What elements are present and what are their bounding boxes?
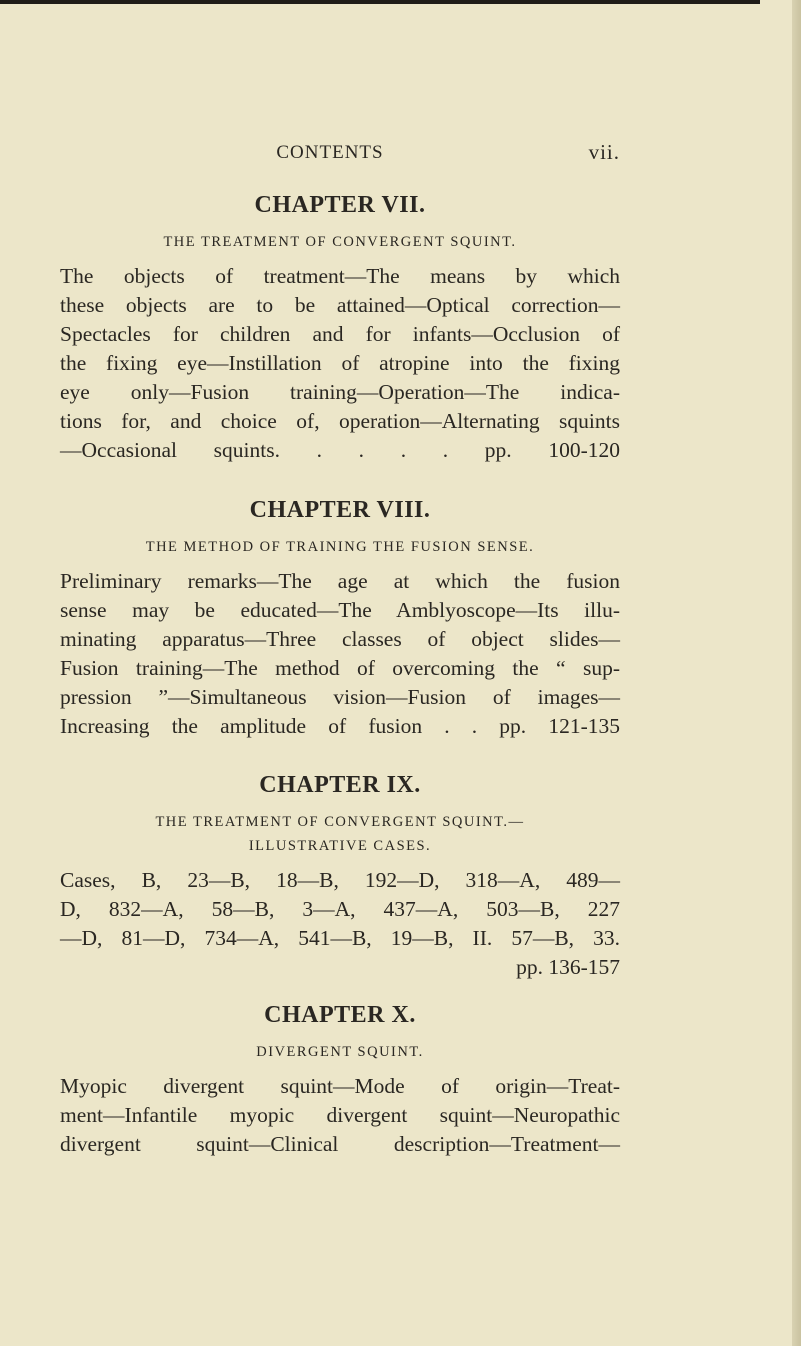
summary-line: pression ”—Simultaneous vision—Fusion of images— [60,685,620,709]
summary-line: sense may be educated—The Amblyoscope—Its illu- [60,598,620,622]
chapter-summary [60,262,620,465]
chapter-title: CHAPTER VIII. [249,497,431,523]
summary-line: Myopic divergent squint—Mode of origin—Treat- [60,1074,620,1098]
chapter-x [60,1000,620,1159]
running-title: CONTENTS [276,142,384,163]
summary-line-pages: pp. 136-157 [516,955,620,979]
summary-line: D, 832—A, 58—B, 3—A, 437—A, 503—B, 227 [60,897,620,921]
chapter-summary [60,1072,620,1159]
chapter-summary [60,866,620,982]
summary-line: divergent squint—Clinical description—Treatment— [60,1132,620,1156]
running-head [60,142,620,168]
summary-line: tions for, and choice of, operation—Alternating squints [60,409,620,433]
summary-line: minating apparatus—Three classes of object slides— [60,627,620,651]
top-rule [0,0,760,4]
chapter-subtitle-continued: ILLUSTRATIVE CASES. [248,838,432,854]
chapter-subtitle: THE METHOD OF TRAINING THE FUSION SENSE. [145,539,535,555]
summary-line-pages: Increasing the amplitude of fusion . . pp. 121-135 [60,714,620,738]
summary-line: eye only—Fusion training—Operation—The indica- [60,380,620,404]
chapter-title: CHAPTER X. [264,1002,416,1028]
chapter-viii [60,495,620,741]
summary-line: Cases, B, 23—B, 18—B, 192—D, 318—A, 489— [60,868,620,892]
summary-line: these objects are to be attained—Optical correction— [60,293,620,317]
summary-line: Spectacles for children and for infants—Occlusion of [60,322,620,346]
page-edge [792,0,801,1346]
summary-line: the fixing eye—Instillation of atropine into the fixing [60,351,620,375]
summary-line: Preliminary remarks—The age at which the fusion [60,569,620,593]
summary-line-pages: —Occasional squints. . . . . pp. 100-120 [60,438,620,462]
chapter-ix [60,770,620,982]
summary-line: Fusion training—The method of overcoming the “ sup- [60,656,620,680]
summary-line: The objects of treatment—The means by which [60,264,620,288]
summary-line: ment—Infantile myopic divergent squint—Neuropathic [60,1103,620,1127]
chapter-subtitle: THE TREATMENT OF CONVERGENT SQUINT.— [155,814,525,830]
chapter-subtitle: DIVERGENT SQUINT. [256,1044,424,1060]
chapter-title: CHAPTER IX. [259,772,421,798]
chapter-summary [60,567,620,741]
chapter-vii [60,190,620,465]
chapter-subtitle: THE TREATMENT OF CONVERGENT SQUINT. [163,234,517,250]
page-folio: vii. [588,140,620,164]
summary-line: —D, 81—D, 734—A, 541—B, 19—B, II. 57—B, 33. [60,926,620,950]
chapter-title: CHAPTER VII. [254,192,426,218]
